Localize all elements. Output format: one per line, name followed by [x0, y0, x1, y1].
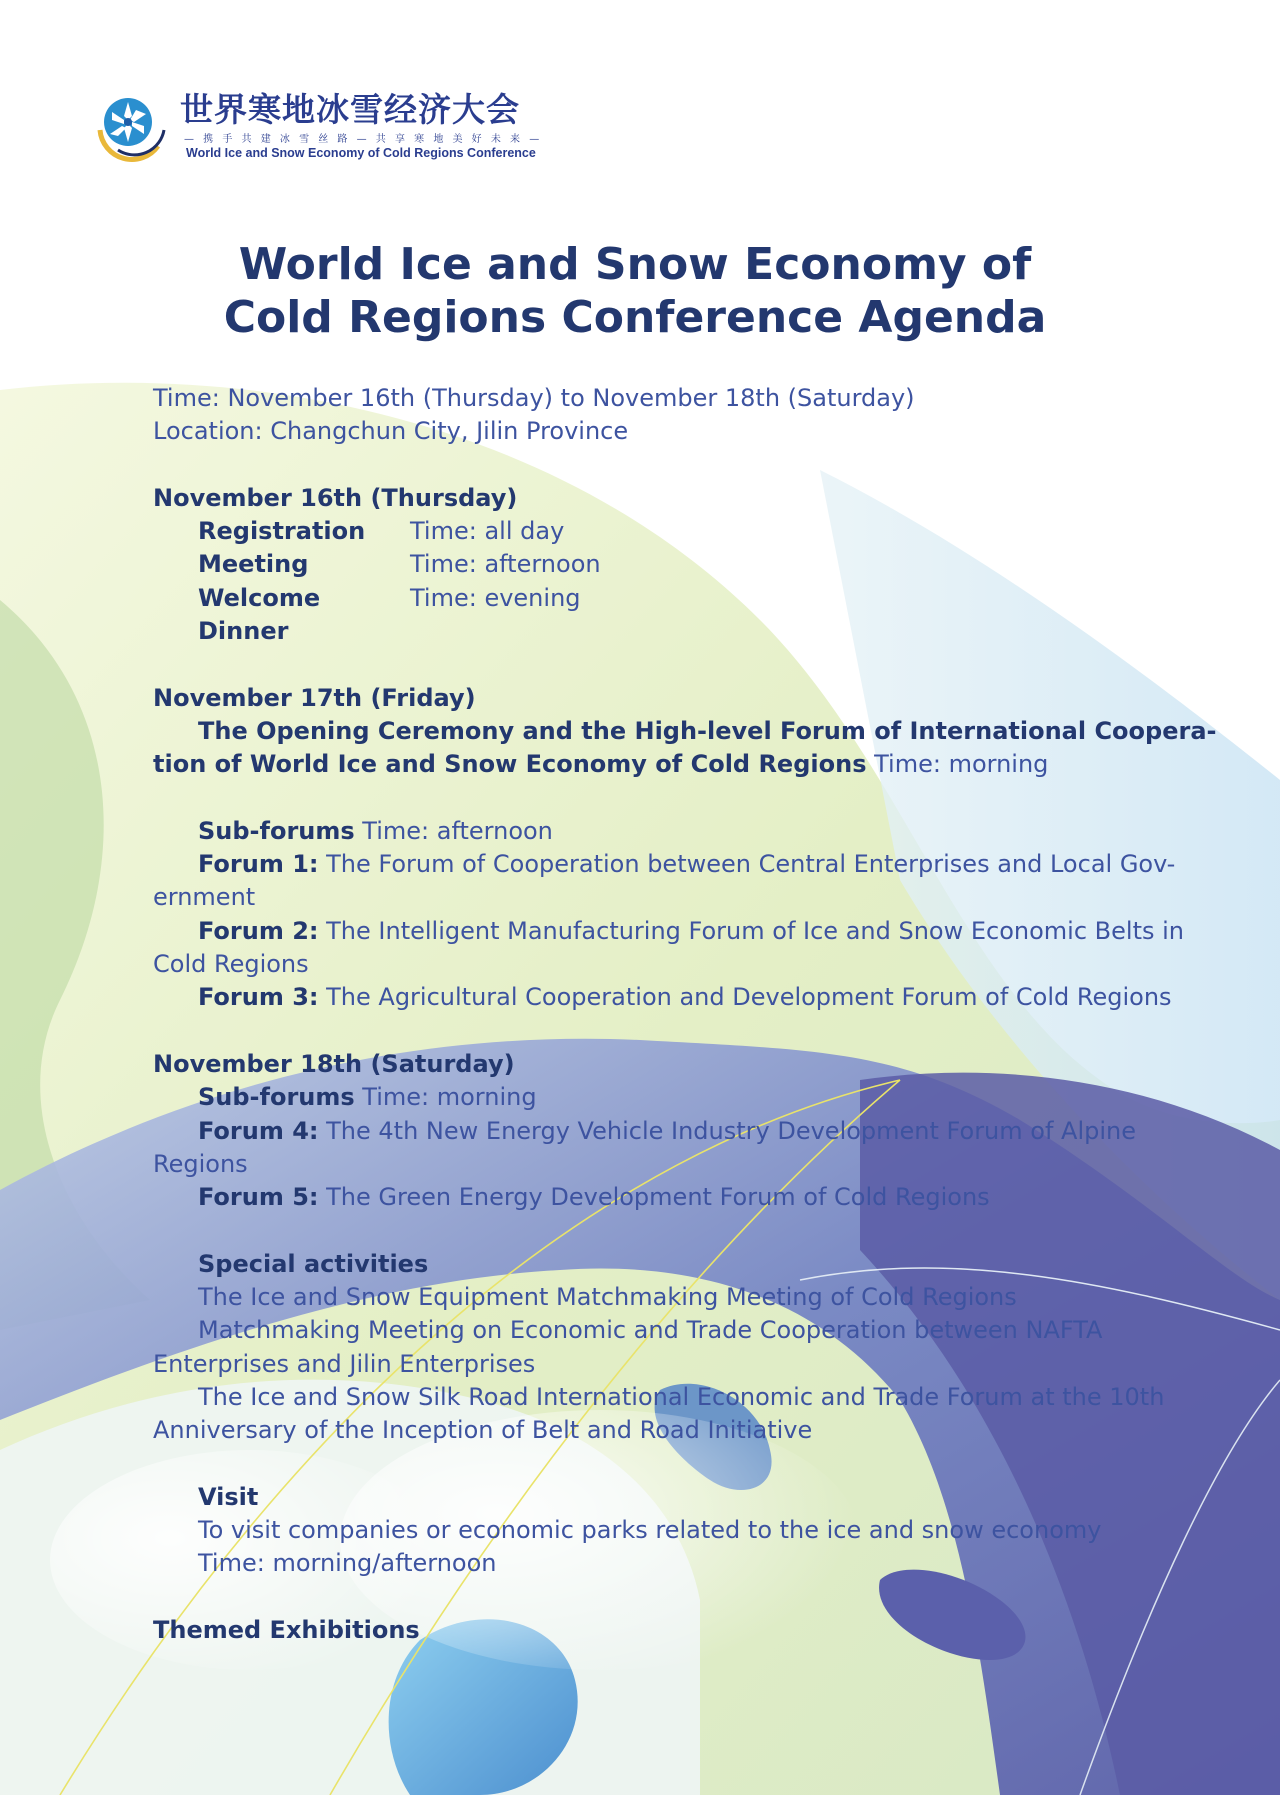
special-activity-1: The Ice and Snow Equipment Matchmaking Meeting of Cold Regions	[198, 1283, 1017, 1312]
schedule-row	[153, 548, 1138, 581]
forum-title: The Intelligent Manufacturing Forum of Ice and Snow Economic Belts in	[326, 916, 1184, 945]
opening-ceremony-time: Time: morning	[874, 750, 1049, 779]
forum-4	[153, 1115, 1138, 1148]
logo-slogan: — 携 手 共 建 冰 雪 丝 路 — 共 享 寒 地 美 好 未 来 —	[184, 134, 543, 145]
forum-label: Forum 1:	[198, 850, 319, 879]
schedule-item-name: Meeting	[198, 550, 309, 579]
page-title	[0, 238, 1270, 344]
schedule-item-name: Registration	[198, 517, 366, 546]
forum-title: The Green Energy Development Forum of Cold Regions	[326, 1183, 990, 1212]
schedule-row	[153, 582, 1138, 649]
day3-subforums	[153, 1081, 1138, 1114]
snowflake-logo-icon	[88, 80, 172, 164]
schedule-row	[153, 515, 1138, 548]
special-activity-3-continued: Anniversary of the Inception of Belt and Road Initiative	[153, 1416, 813, 1445]
themed-exhibitions-heading: Themed Exhibitions	[153, 1615, 420, 1644]
special-activities-heading: Special activities	[198, 1249, 429, 1278]
intro-location: Location: Changchun City, Jilin Province	[153, 417, 629, 446]
forum-label: Forum 2:	[198, 916, 319, 945]
schedule-item-time: Time: afternoon	[410, 550, 601, 579]
forum-1-continued: ernment	[153, 883, 256, 912]
opening-ceremony-title-end: tion of World Ice and Snow Economy of Cold Regions	[153, 750, 867, 779]
title-line-1: World Ice and Snow Economy of	[238, 239, 1032, 290]
opening-ceremony-line-1: The Opening Ceremony and the High-level Forum of International Coopera-	[198, 716, 1217, 745]
agenda-body	[153, 382, 1217, 1647]
day2-subforums	[153, 815, 1138, 848]
opening-ceremony-line-2	[153, 748, 1138, 781]
visit-heading: Visit	[198, 1482, 259, 1511]
subforums-time: Time: afternoon	[362, 816, 553, 845]
forum-1	[153, 848, 1176, 881]
logo-chinese-name: 世界寒地冰雪经济大会	[180, 90, 520, 129]
forum-label: Forum 4:	[198, 1116, 319, 1145]
conference-logo	[88, 78, 548, 168]
subforums-label: Sub-forums	[198, 816, 355, 845]
forum-label: Forum 3:	[198, 983, 319, 1012]
schedule-item-time: Time: evening	[410, 583, 581, 612]
special-activity-2-continued: Enterprises and Jilin Enterprises	[153, 1349, 536, 1378]
forum-2-continued: Cold Regions	[153, 950, 309, 979]
day2-heading: November 17th (Friday)	[153, 683, 476, 712]
logo-english-name: World Ice and Snow Economy of Cold Regions Conference	[186, 146, 536, 160]
intro-time: Time: November 16th (Thursday) to November 18th (Saturday)	[153, 384, 915, 412]
subforums-time: Time: morning	[362, 1083, 537, 1112]
special-activity-3: The Ice and Snow Silk Road International Economic and Trade Forum at the 10th	[198, 1382, 1165, 1411]
forum-5	[153, 1181, 1138, 1214]
forum-title: The Agricultural Cooperation and Development Forum of Cold Regions	[326, 983, 1172, 1012]
forum-title: The Forum of Cooperation between Central Enterprises and Local Gov-	[326, 850, 1176, 879]
forum-title: The 4th New Energy Vehicle Industry Development Forum of Alpine	[326, 1116, 1136, 1145]
forum-2	[153, 915, 1184, 948]
forum-label: Forum 5:	[198, 1183, 319, 1212]
day1-heading: November 16th (Thursday)	[153, 483, 518, 512]
forum-3	[153, 981, 1172, 1014]
visit-description: To visit companies or economic parks related to the ice and snow economy	[198, 1516, 1102, 1545]
schedule-item-time: Time: all day	[410, 517, 565, 546]
forum-4-continued: Regions	[153, 1149, 248, 1178]
title-line-2: Cold Regions Conference Agenda	[223, 292, 1047, 343]
day3-heading: November 18th (Saturday)	[153, 1049, 515, 1078]
subforums-label: Sub-forums	[198, 1083, 355, 1112]
special-activity-2: Matchmaking Meeting on Economic and Trade Cooperation between NAFTA	[198, 1316, 1103, 1345]
visit-time: Time: morning/afternoon	[198, 1549, 497, 1578]
schedule-item-name: Welcome Dinner	[198, 583, 321, 646]
